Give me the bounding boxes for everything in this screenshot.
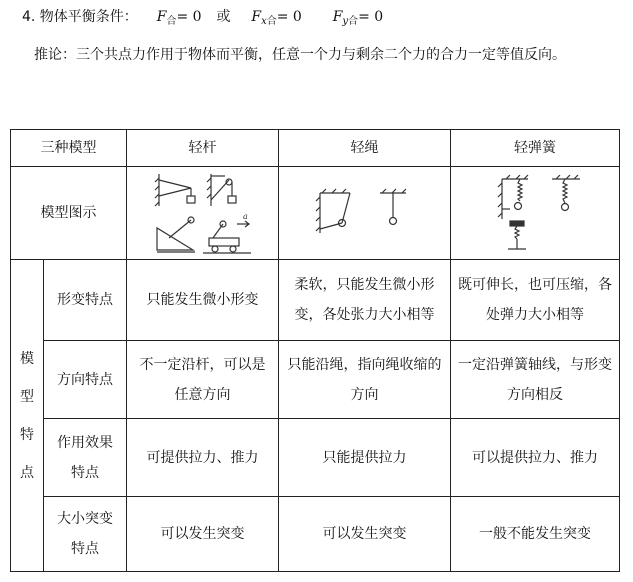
subscript-he: 合 (166, 16, 177, 27)
spring-effect: 可以提供拉力、推力 (451, 419, 620, 497)
group-label-cell (11, 260, 44, 572)
rope-sudden-change: 可以发生突变 (279, 497, 451, 572)
header-cell-rod: 轻杆 (127, 130, 279, 167)
corollary-text: 推论：三个共点力作用于物体而平衡，任意一个力与剩余二个力的合力一定等值反向。 (34, 47, 566, 63)
subscript-y: y (342, 16, 349, 27)
equals-zero: = 0 (358, 9, 384, 25)
table-row (11, 260, 620, 341)
rope-model-diagram (310, 183, 420, 243)
force-x-symbol: F (251, 9, 262, 25)
header-cell-spring: 轻弹簧 (451, 130, 620, 167)
subscript-he: 合 (348, 16, 359, 27)
equals-zero: = 0 (276, 9, 302, 25)
rod-diagram-cell (127, 167, 279, 260)
rope-deformation: 柔软，只能发生微小形 变，各处张力大小相等 (279, 260, 451, 341)
group-label-char: 型 (20, 388, 34, 405)
group-label-char: 点 (20, 464, 34, 481)
spring-diagram-cell (451, 167, 620, 260)
rod-sudden-change: 可以发生突变 (127, 497, 279, 572)
rope-effect: 只能提供拉力 (279, 419, 451, 497)
spring-sudden-change: 一般不能发生突变 (451, 497, 620, 572)
rod-deformation: 只能发生微小形变 (127, 260, 279, 341)
table-row (11, 341, 620, 419)
rod-effect: 可提供拉力、推力 (127, 419, 279, 497)
acceleration-label: a (242, 212, 248, 221)
subscript-he: 合 (266, 16, 277, 27)
rod-model-diagram (153, 170, 253, 256)
table-row (11, 419, 620, 497)
force-symbol: F (156, 9, 167, 25)
force-y-symbol: F (332, 9, 343, 25)
rope-direction: 只能沿绳，指向绳收缩的 方向 (279, 341, 451, 419)
equals-zero: = 0 (176, 9, 202, 25)
diagram-row-label: 模型图示 (11, 167, 127, 260)
spring-direction: 一定沿弹簧轴线，与形变 方向相反 (451, 341, 620, 419)
model-comparison-table (10, 129, 620, 572)
rod-direction: 不一定沿杆，可以是 任意方向 (127, 341, 279, 419)
header-cell-rope: 轻绳 (279, 130, 451, 167)
spring-model-diagram (480, 173, 590, 253)
row-label-sudden-change: 大小突变 特点 (44, 497, 127, 572)
group-label-char: 特 (20, 426, 34, 443)
row-label-direction: 方向特点 (44, 341, 127, 419)
header-cell-models: 三种模型 (11, 130, 127, 167)
rope-diagram-cell (279, 167, 451, 260)
spring-deformation: 既可伸长，也可压缩，各 处弹力大小相等 (451, 260, 620, 341)
table-row (11, 497, 620, 572)
row-label-deformation: 形变特点 (44, 260, 127, 341)
equilibrium-condition-line (22, 6, 383, 27)
subscript-x: x (261, 16, 267, 27)
or-word: 或 (216, 9, 231, 25)
table-header-row (11, 130, 620, 167)
group-label-char: 模 (20, 350, 34, 367)
row-label-effect: 作用效果 特点 (44, 419, 127, 497)
condition-label: 4. 物体平衡条件： (22, 9, 138, 25)
diagram-row (11, 167, 620, 260)
